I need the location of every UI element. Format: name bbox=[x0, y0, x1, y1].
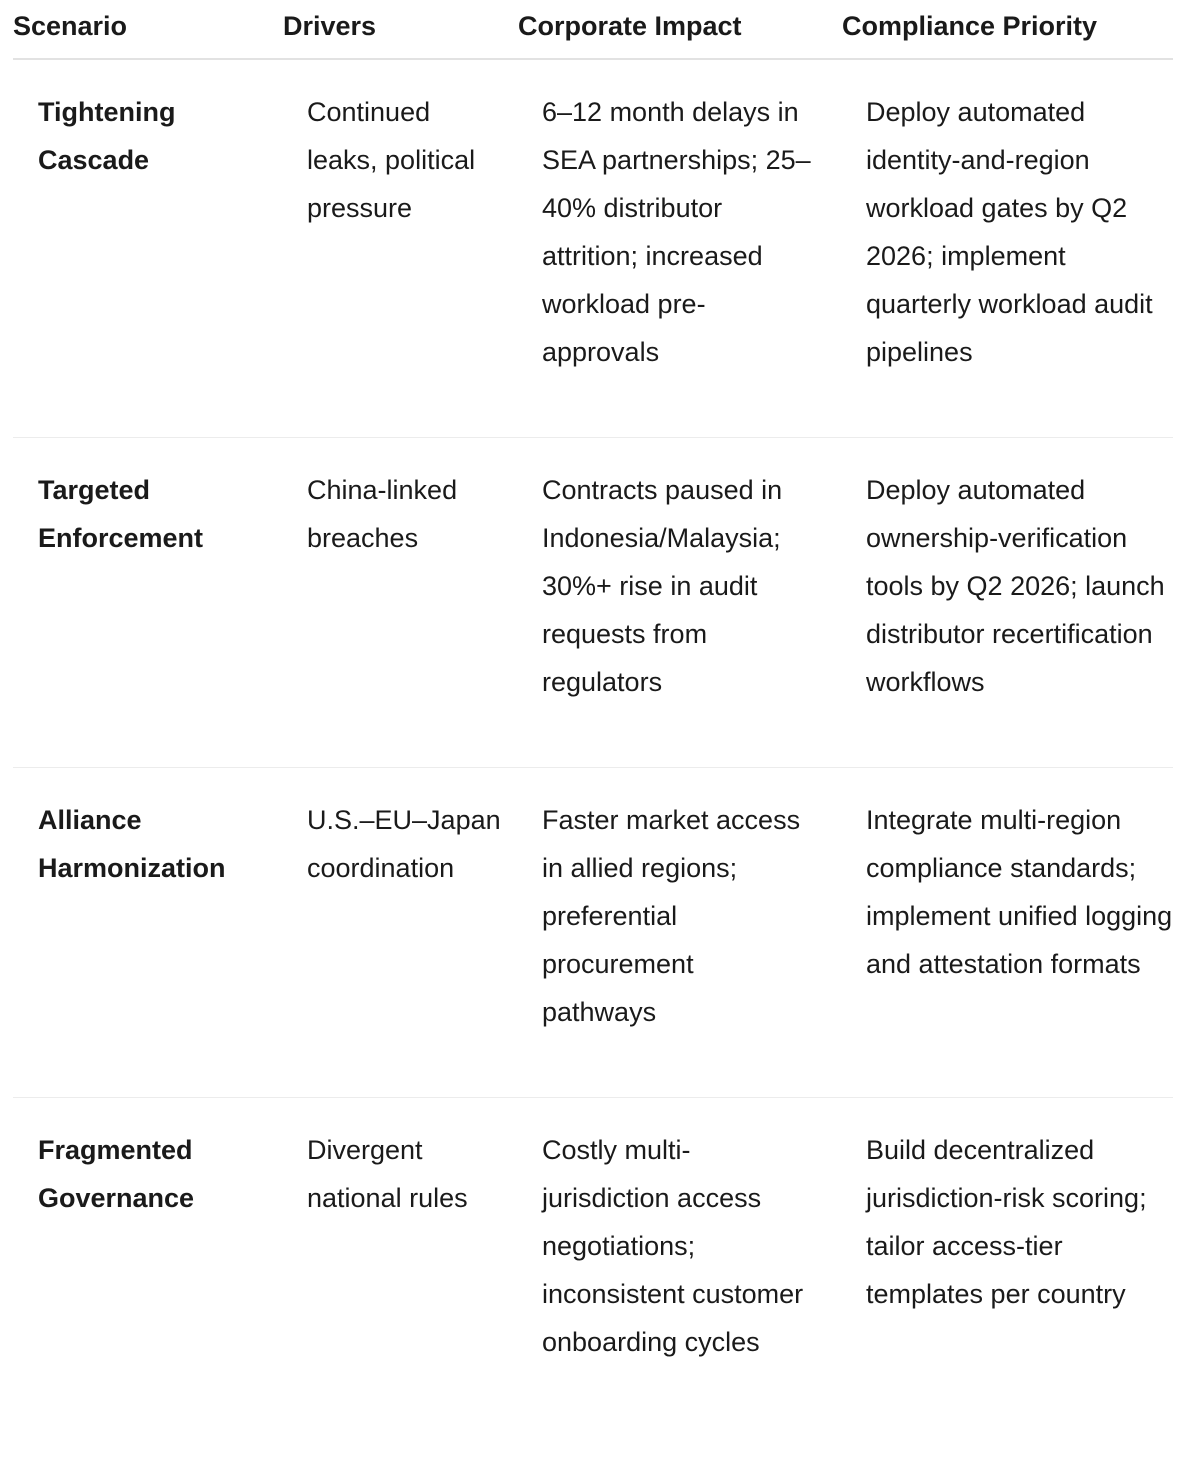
cell-priority: Integrate multi-region compliance standards; implement unified logging and attestation formats bbox=[866, 805, 1173, 979]
cell-priority: Deploy automated ownership-verification tools by Q2 2026; launch distributor recertification workflows bbox=[866, 475, 1165, 697]
cell-drivers: U.S.–EU–Japan coordination bbox=[307, 805, 501, 883]
cell-scenario: Alliance Harmonization bbox=[38, 805, 226, 883]
table-row bbox=[13, 1098, 1173, 1464]
cell-scenario: Targeted Enforcement bbox=[38, 475, 204, 553]
header-compliance-priority: Compliance Priority bbox=[842, 11, 1098, 41]
cell-impact: Costly multi-jurisdiction access negotiations; inconsistent customer onboarding cycles bbox=[542, 1135, 804, 1357]
cell-scenario: Fragmented Governance bbox=[38, 1135, 195, 1213]
table-header bbox=[13, 0, 1173, 60]
scenario-table bbox=[13, 0, 1173, 1464]
table-row bbox=[13, 768, 1173, 1098]
cell-impact: 6–12 month delays in SEA partnerships; 25–40% distributor attrition; increased workload pre-approvals bbox=[542, 97, 811, 367]
cell-drivers: China-linked breaches bbox=[307, 475, 458, 553]
table-row bbox=[13, 60, 1173, 438]
cell-priority: Build decentralized jurisdiction-risk scoring; tailor access-tier templates per country bbox=[866, 1135, 1147, 1309]
cell-impact: Contracts paused in Indonesia/Malaysia; 30%+ rise in audit requests from regulators bbox=[542, 475, 783, 697]
header-drivers: Drivers bbox=[283, 11, 377, 41]
cell-drivers: Divergent national rules bbox=[307, 1135, 468, 1213]
header-corporate-impact: Corporate Impact bbox=[518, 11, 742, 41]
cell-drivers: Continued leaks, political pressure bbox=[307, 97, 476, 223]
cell-impact: Faster market access in allied regions; preferential procurement pathways bbox=[542, 805, 801, 1027]
cell-scenario: Tightening Cascade bbox=[38, 97, 176, 175]
table-row bbox=[13, 438, 1173, 768]
header-scenario: Scenario bbox=[13, 11, 128, 41]
cell-priority: Deploy automated identity-and-region workload gates by Q2 2026; implement quarterly workload audit pipelines bbox=[866, 97, 1153, 367]
